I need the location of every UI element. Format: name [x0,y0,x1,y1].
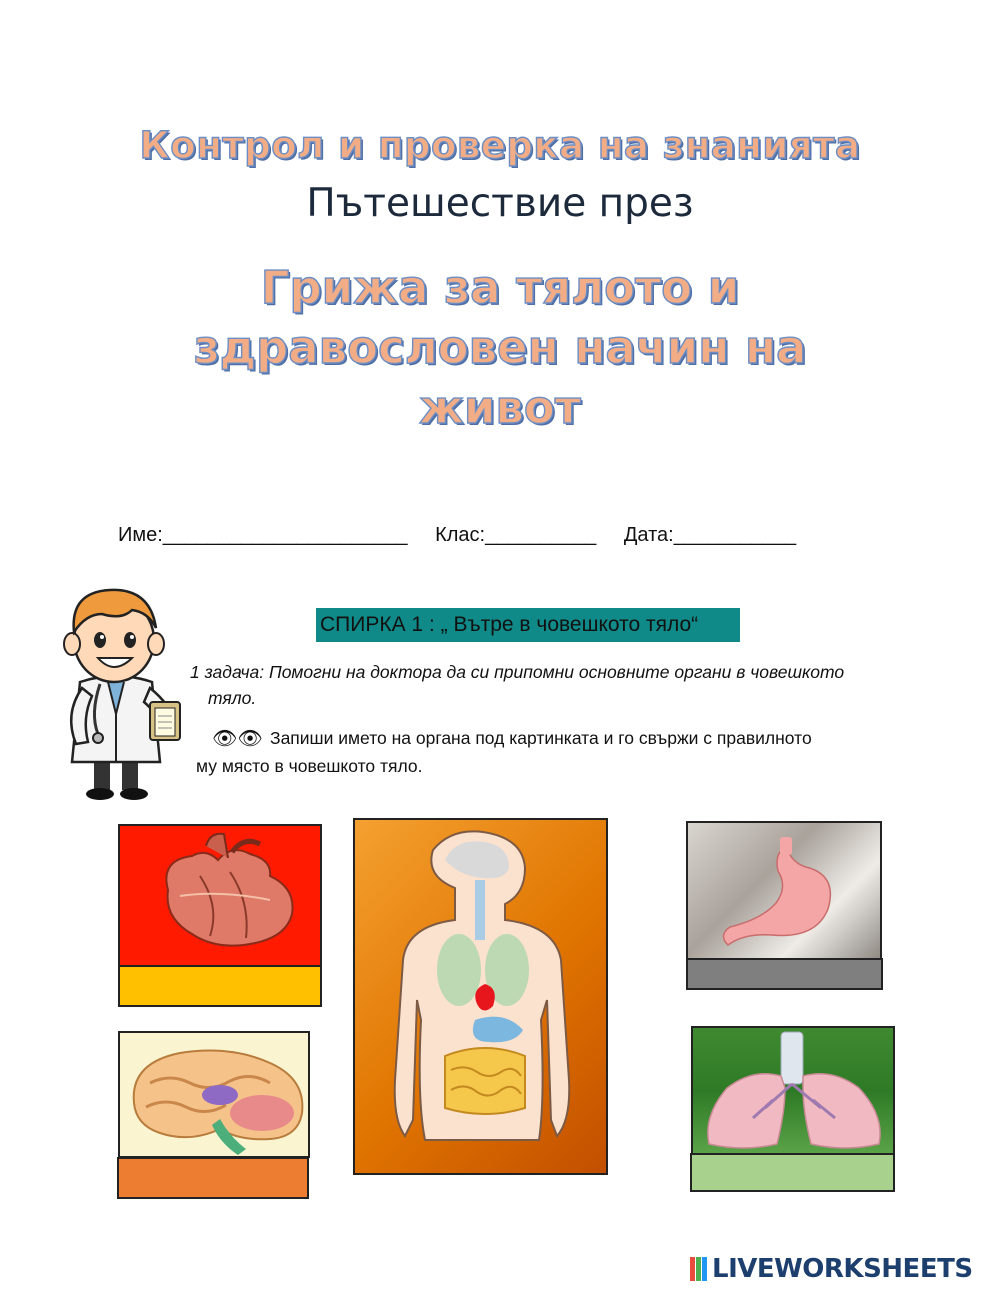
eyes-icon: 👁👁 [212,728,263,750]
brain-answer-box[interactable] [117,1157,309,1199]
liveworksheets-logo-icon [690,1257,708,1281]
task-1-line-1: 1 задача: Помогни на доктора да си припомни основните органи в човешкото [190,662,845,682]
task-1-text [190,659,880,711]
task-2-line-2: му място в човешкото тяло. [196,756,423,776]
topic-line-3: живот [419,381,581,434]
topic-line-2: здравословен начин на [193,321,807,374]
heart-answer-box[interactable] [118,965,322,1007]
heart-image [120,826,322,967]
worksheet-subtitle: Пътешествие през [306,181,694,226]
lungs-card [691,1026,895,1156]
date-field[interactable]: Дата:___________ [623,524,797,546]
brain-card [118,1031,310,1158]
task-1-line-2: тяло. [208,688,257,708]
worksheet-title: Контрол и проверка на знанията [139,124,861,167]
lungs-answer-box[interactable] [690,1153,895,1192]
human-body-card [353,818,608,1175]
lungs-image [693,1028,895,1156]
topic-line-1: Грижа за тялото и [260,261,740,314]
stomach-image [688,823,882,960]
human-body-image [355,820,608,1175]
heart-card [118,824,322,967]
stomach-answer-box[interactable] [686,958,883,990]
name-field[interactable]: Име:______________________ [118,524,408,546]
student-fields [118,524,818,547]
stomach-card [686,821,882,960]
task-2-text [196,724,896,780]
brain-image [120,1033,310,1158]
class-field[interactable]: Клас:__________ [435,524,597,546]
doctor-illustration [52,584,182,802]
liveworksheets-logo [690,1254,973,1284]
liveworksheets-brand: LIVEWORKSHEETS [712,1254,973,1284]
worksheet-topic [0,258,1000,438]
task-2-line-1: Запиши името на органа под картинката и го свържи с правилното [270,728,812,748]
stop-heading: СПИРКА 1 : „ Вътре в човешкото тяло“ [316,608,740,642]
